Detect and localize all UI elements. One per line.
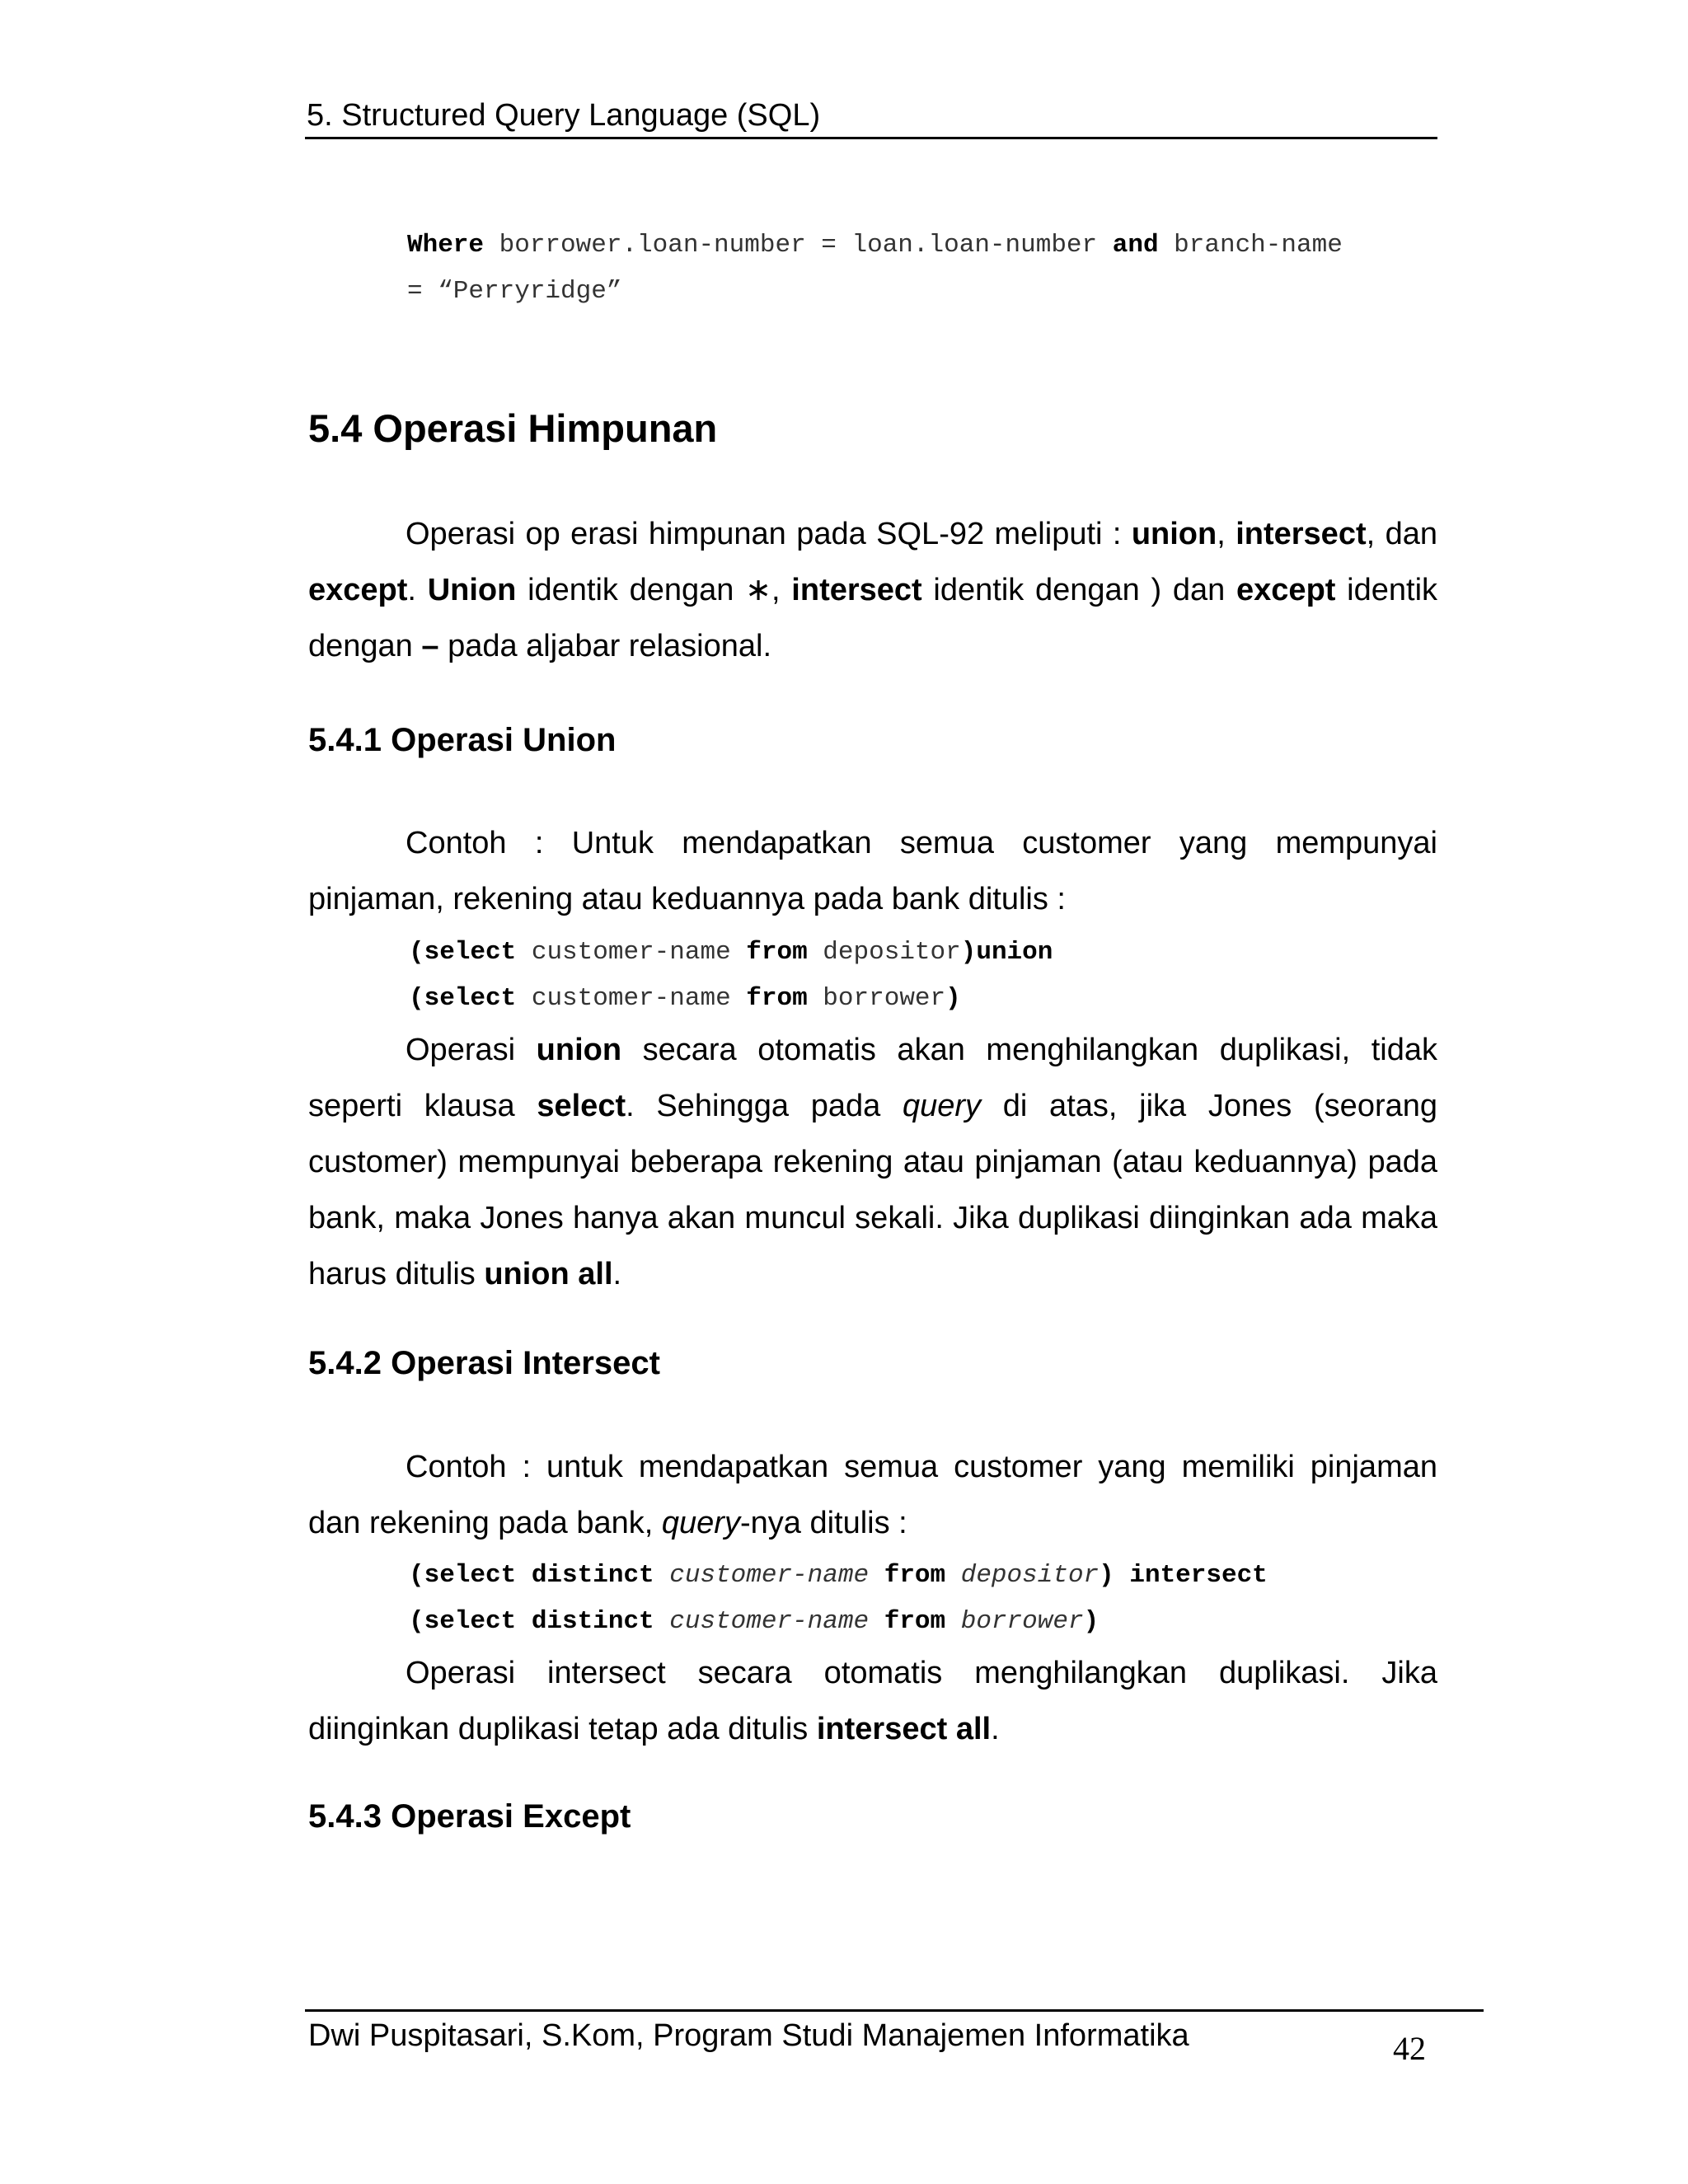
code-keyword-where: Where: [407, 231, 485, 260]
header-rule: [305, 137, 1437, 139]
code-keyword-and: and: [1112, 231, 1159, 260]
page-number: 42: [1393, 2030, 1426, 2067]
intersect-explanation-paragraph: Operasi intersect secara otomatis menghilangkan duplikasi. Jika diinginkan duplikasi tetap ada ditulis intersect all.: [308, 1656, 1437, 1746]
footer-rule: [305, 2009, 1484, 2012]
footer-author: Dwi Puspitasari, S.Kom, Program Studi Manajemen Informatika: [308, 2018, 1189, 2053]
code-intersect-line-2: (select distinct customer-name from borrower): [409, 1607, 1100, 1636]
code-line-perryridge: = “Perryridge”: [407, 277, 622, 306]
subsection-heading-intersect: 5.4.2 Operasi Intersect: [308, 1345, 660, 1381]
intersect-example-paragraph: Contoh : untuk mendapatkan semua customer yang memiliki pinjaman dan rekening pada bank, query-nya ditulis :: [308, 1450, 1437, 1540]
running-header: 5. Structured Query Language (SQL): [307, 98, 821, 133]
union-explanation-paragraph: Operasi union secara otomatis akan menghilangkan duplikasi, tidak seperti klausa select. Sehingga pada query di atas, jika Jones (seorang customer) mempunyai beberapa rekening atau pinjaman (atau keduannya) pada bank, maka Jones hanya akan muncul sekali. Jika duplikasi diinginkan ada maka harus ditulis union all.: [308, 1033, 1438, 1291]
code-intersect-line-1: (select distinct customer-name from depositor) intersect: [409, 1561, 1268, 1590]
subsection-heading-union: 5.4.1 Operasi Union: [308, 722, 617, 758]
code-union-line-1: (select customer-name from depositor)union: [409, 938, 1053, 967]
union-example-paragraph: Contoh : Untuk mendapatkan semua customer yang mempunyai pinjaman, rekening atau keduannya pada bank ditulis :: [308, 826, 1437, 916]
code-line-where: [407, 231, 1343, 260]
code-text: borrower.loan-number = loan.loan-number: [484, 231, 1113, 260]
code-text: branch-name: [1158, 231, 1343, 260]
subsection-heading-except: 5.4.3 Operasi Except: [308, 1798, 631, 1835]
intro-paragraph: Operasi op erasi himpunan pada SQL-92 meliputi : union, intersect, dan except. Union identik dengan ∗, intersect identik dengan ) dan except identik dengan – pada aljabar relasional.: [308, 517, 1438, 663]
section-heading: 5.4 Operasi Himpunan: [308, 406, 718, 450]
code-union-line-2: (select customer-name from borrower): [409, 984, 961, 1013]
